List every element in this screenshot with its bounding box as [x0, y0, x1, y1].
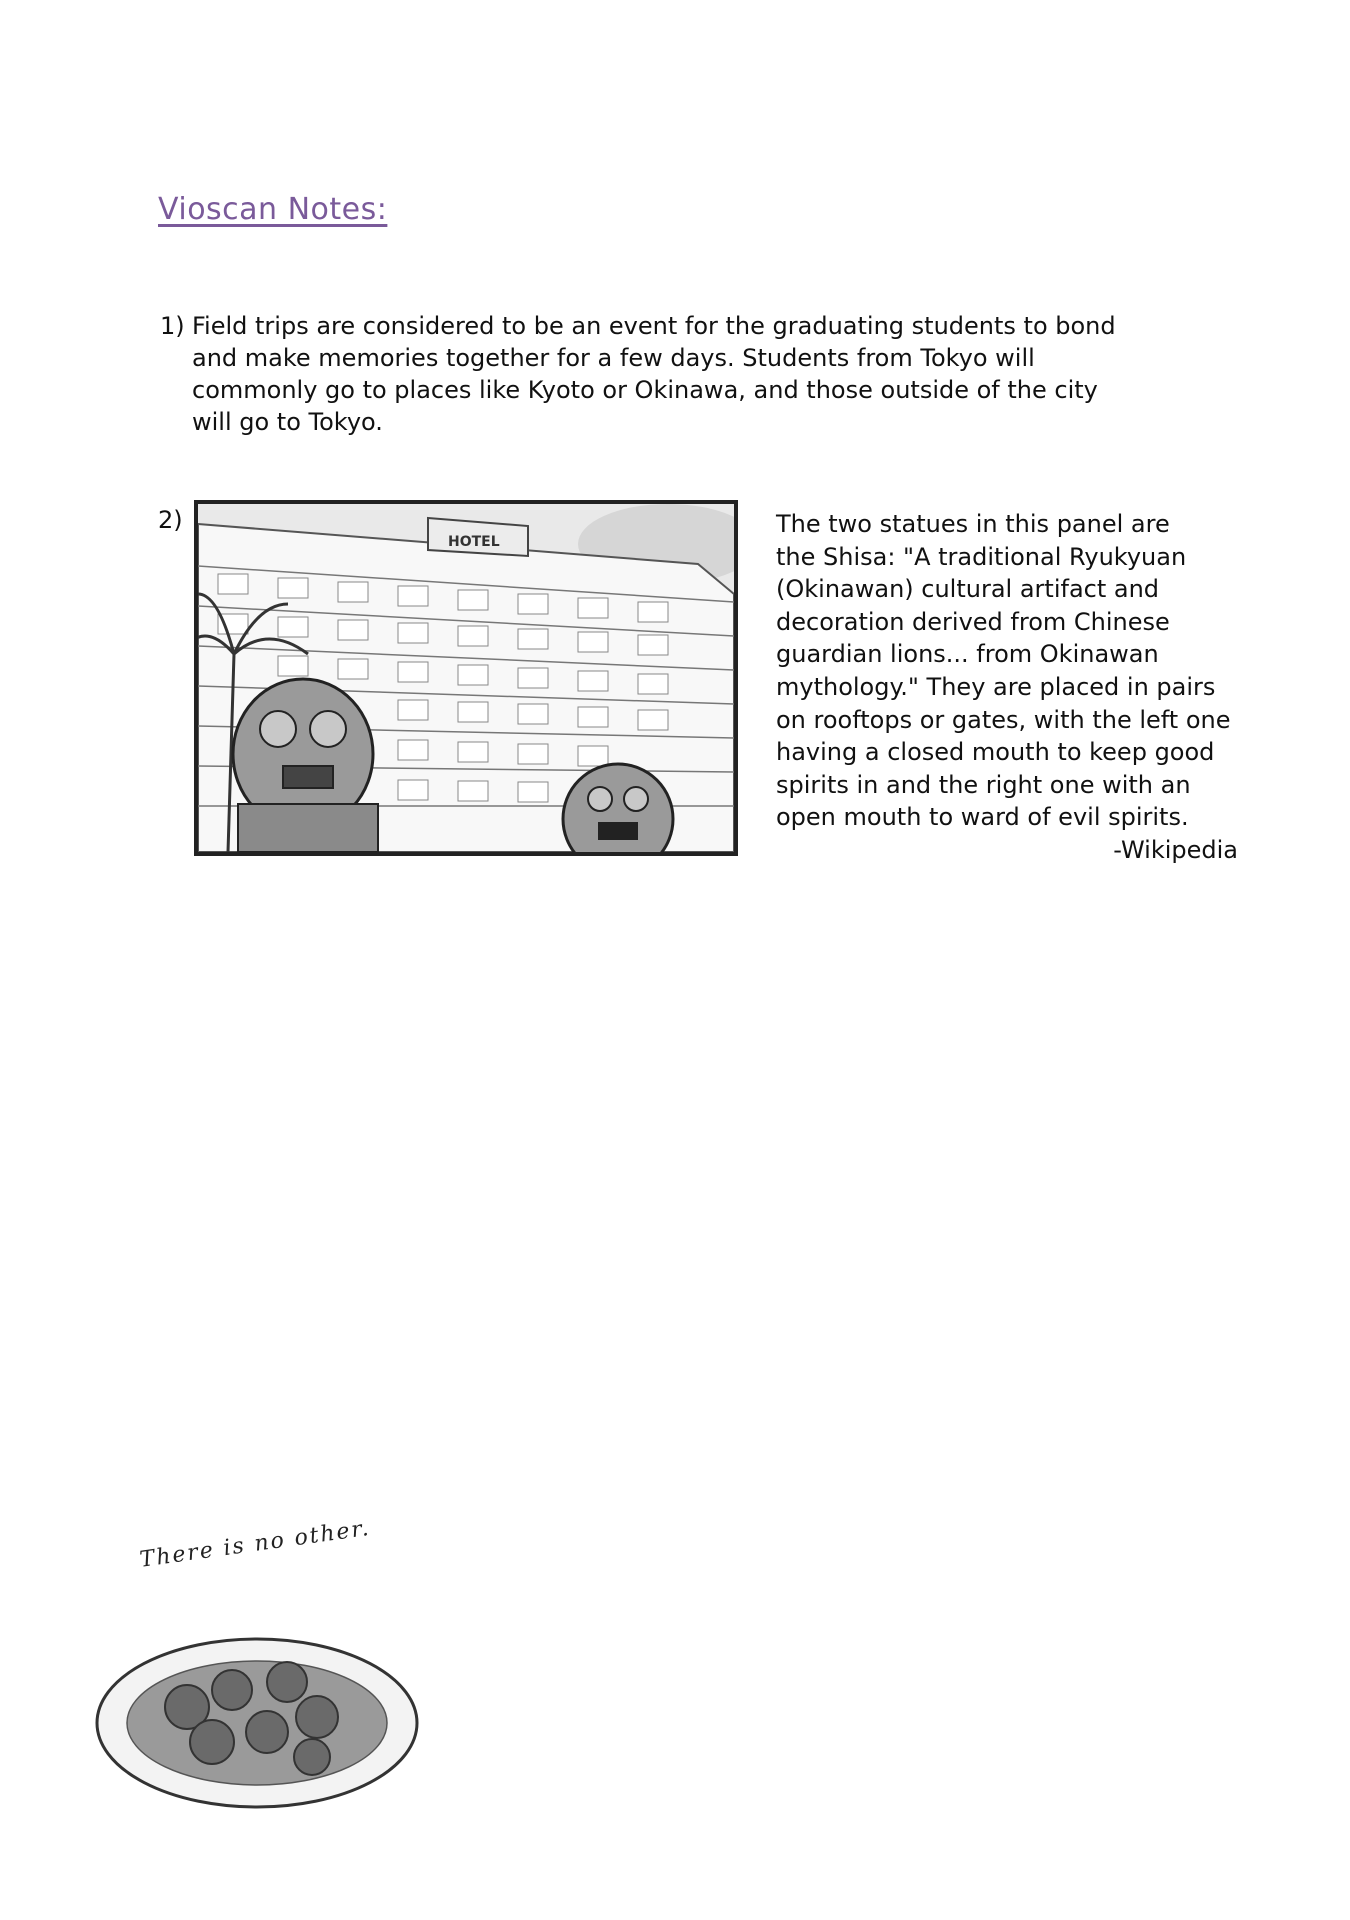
- note-2-line: on rooftops or gates, with the left one: [776, 705, 1231, 734]
- tagline: There is no other.: [138, 1515, 372, 1573]
- note-2-line: The two statues in this panel are: [776, 510, 1170, 538]
- note-1: [160, 310, 1160, 438]
- manga-panel-hotel-shisa: [194, 500, 738, 856]
- hotel-illustration: [198, 504, 734, 852]
- note-1-number: 1): [160, 312, 185, 340]
- note-2-line: spirits in and the right one with an: [776, 770, 1191, 799]
- note-2-line: open mouth to ward of evil spirits.: [776, 803, 1189, 832]
- note-2-line: having a closed mouth to keep good: [776, 738, 1215, 767]
- note-2-number: 2): [158, 506, 183, 534]
- note-2-line: mythology." They are placed in pairs: [776, 672, 1216, 701]
- note-2-source: -Wikipedia: [1113, 835, 1238, 864]
- note-1-line: and make memories together for a few days. Students from Tokyo will: [192, 344, 1035, 372]
- note-1-line: commonly go to places like Kyoto or Okinawa, and those outside of the city: [192, 376, 1098, 404]
- note-2-line: (Okinawan) cultural artifact and: [776, 575, 1160, 604]
- shisa-left: [233, 679, 378, 852]
- note-1-line: will go to Tokyo.: [192, 408, 383, 436]
- note-2-line: guardian lions... from Okinawan: [776, 640, 1159, 669]
- note-1-line: Field trips are considered to be an event for the graduating students to bond: [192, 312, 1116, 340]
- plate-illustration: [92, 1632, 422, 1814]
- page-title: Vioscan Notes:: [158, 192, 388, 227]
- note-2-text: [776, 508, 1246, 867]
- note-2-line: the Shisa: "A traditional Ryukyuan: [776, 542, 1187, 571]
- hotel-sign: HOTEL: [448, 534, 500, 550]
- note-2-line: decoration derived from Chinese: [776, 607, 1170, 636]
